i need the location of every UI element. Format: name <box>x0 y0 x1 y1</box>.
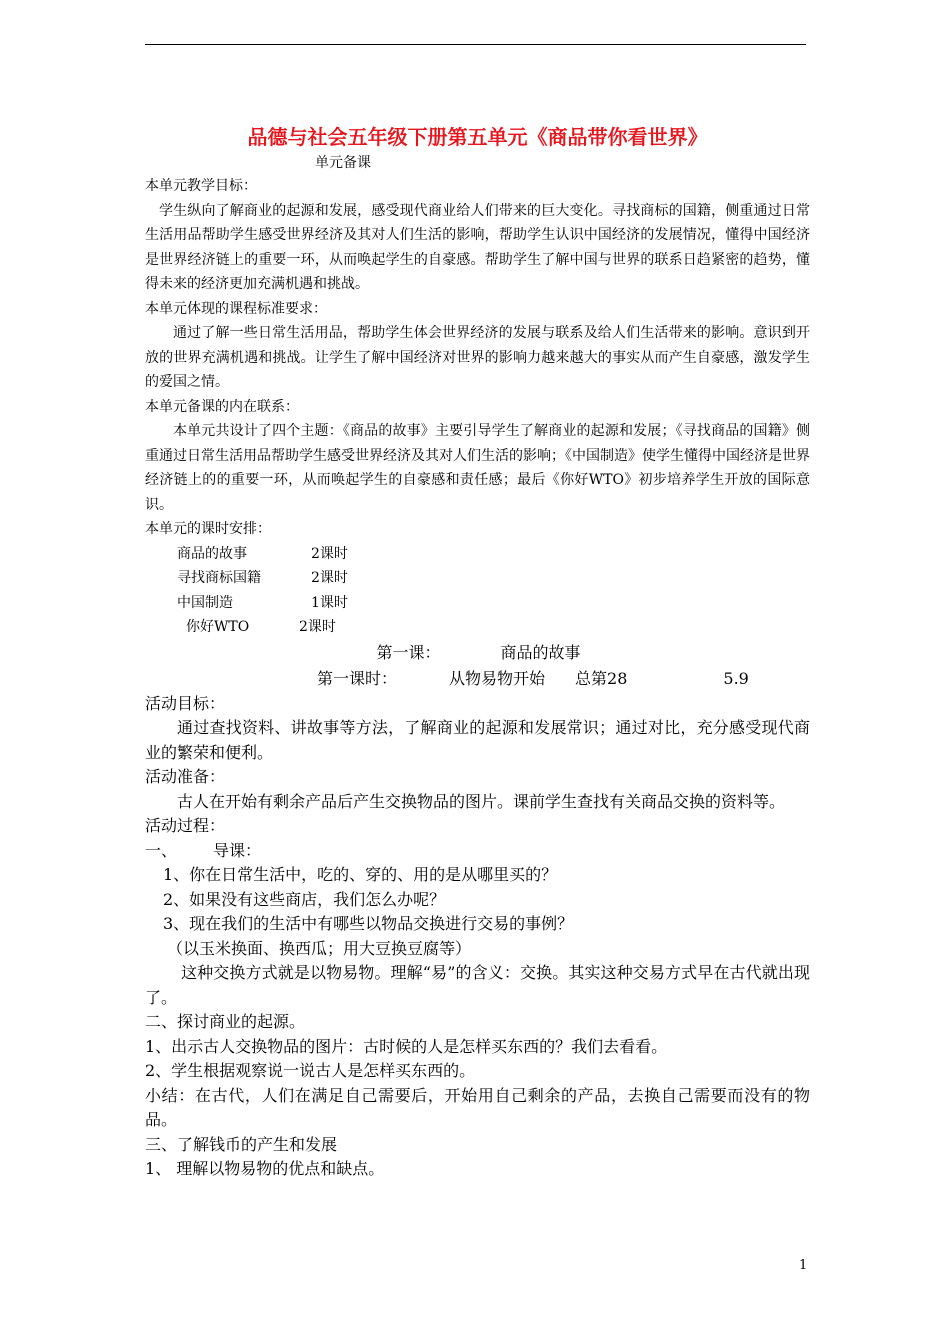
step1-number: 一、 <box>145 840 178 860</box>
question-1: 1、你在日常生活中，吃的、穿的、用的是从哪里买的？ <box>163 865 558 884</box>
question-3: 3、现在我们的生活中有哪些以物品交换进行交易的事例？ <box>163 914 574 933</box>
lesson-heading <box>145 640 810 666</box>
step2-heading: 二、探讨商业的起源。 <box>145 1012 306 1031</box>
schedule-item-hours: 2课时 <box>299 619 336 635</box>
header-rule <box>145 44 806 45</box>
schedule-item-hours: 2课时 <box>311 570 348 586</box>
page-number: 1 <box>799 1258 808 1273</box>
schedule-item-name: 中国制造 <box>177 594 233 611</box>
section-links-heading: 本单元备课的内在联系： <box>145 398 299 415</box>
schedule-item <box>145 542 810 567</box>
period-label: 第一课时： <box>317 668 398 688</box>
section-schedule-heading: 本单元的课时安排： <box>145 521 271 537</box>
schedule-item <box>145 566 810 591</box>
schedule-item <box>145 615 810 640</box>
schedule-item <box>145 591 810 616</box>
prep-heading: 活动准备： <box>145 767 226 786</box>
step1-title: 导课： <box>213 840 262 860</box>
schedule-item-hours: 2课时 <box>311 545 348 562</box>
step1-heading <box>145 839 810 864</box>
document-subtitle: 单元备课 <box>315 155 371 171</box>
schedule-item-hours: 1课时 <box>311 594 348 611</box>
step2-item-1: 1、出示古人交换物品的图片：古时候的人是怎样买东西的？我们去看看。 <box>145 1036 668 1056</box>
section-standards-heading: 本单元体现的课程标准要求： <box>145 300 327 317</box>
section-standards-body: 通过了解一些日常生活用品，帮助学生体会世界经济的发展与联系及给人们生活带来的影响。意识到开放的世界充满机遇和挑战。让学生了解中国经济对世界的影响力越来越大的事实从而产生自豪感，激发学生的爱国之情。 <box>145 325 810 390</box>
lesson-label: 第一课： <box>376 642 441 662</box>
summary: 小结：在古代，人们在满足自己需要后，开始用自己剩余的产品，去换自己需要而没有的物品。 <box>145 1085 810 1129</box>
period-total: 总第28 <box>575 668 628 688</box>
prep-body: 古人在开始有剩余产品后产生交换物品的图片。课前学生查找有关商品交换的资料等。 <box>177 791 786 811</box>
section-goals-heading: 本单元教学目标： <box>145 178 257 194</box>
explanation: 这种交换方式就是以物易物。理解“易”的含义：交换。其实这种交易方式早在古代就出现了。 <box>145 963 810 1007</box>
document-title: 品德与社会五年级下册第五单元《商品带你看世界》 <box>247 125 708 149</box>
schedule-list <box>145 542 810 640</box>
process-heading: 活动过程： <box>145 816 226 835</box>
goal-heading: 活动目标： <box>145 693 226 713</box>
schedule-item-name: 商品的故事 <box>177 545 247 562</box>
step3-item-1: 1、 理解以物易物的优点和缺点。 <box>145 1159 385 1178</box>
section-links-body: 本单元共设计了四个主题：《商品的故事》主要引导学生了解商业的起源和发展；《寻找商品的国籍》侧重通过日常生活用品帮助学生感受世界经济及其对人们生活的影响；《中国制造》使学生懂得中国经济是世界经济链上的的重要一环，从而唤起学生的自豪感和责任感；最后《你好WTO》初步培养学生开放的国际意识。 <box>145 423 810 513</box>
goal-body: 通过查找资料、讲故事等方法，了解商业的起源和发展常识；通过对比，充分感受现代商业的繁荣和便利。 <box>145 718 810 762</box>
question-3-note: （以玉米换面、换西瓜；用大豆换豆腐等） <box>167 938 472 958</box>
period-heading <box>145 666 810 692</box>
step2-item-2: 2、学生根据观察说一说古人是怎样买东西的。 <box>145 1061 476 1080</box>
question-2: 2、如果没有这些商店，我们怎么办呢？ <box>163 889 446 909</box>
period-date: 5.9 <box>723 668 749 688</box>
document-body <box>145 122 810 1182</box>
period-name: 从物易物开始 <box>449 668 546 688</box>
schedule-item-name: 寻找商标国籍 <box>177 570 261 586</box>
section-goals-body: 学生纵向了解商业的起源和发展，感受现代商业给人们带来的巨大变化。寻找商标的国籍，侧重通过日常生活用品帮助学生感受世界经济及其对人们生活的影响，帮助学生认识中国经济的发展情况，懂得中国经济是世界经济链上的重要一环，从而唤起学生的自豪感。帮助学生了解中国与世界的联系日趋紧密的趋势，懂得未来的经济更加充满机遇和挑战。 <box>145 202 810 292</box>
lesson-name: 商品的故事 <box>500 642 581 662</box>
step3-heading: 三、了解钱币的产生和发展 <box>145 1134 338 1154</box>
schedule-item-name: 你好WTO <box>186 619 250 635</box>
